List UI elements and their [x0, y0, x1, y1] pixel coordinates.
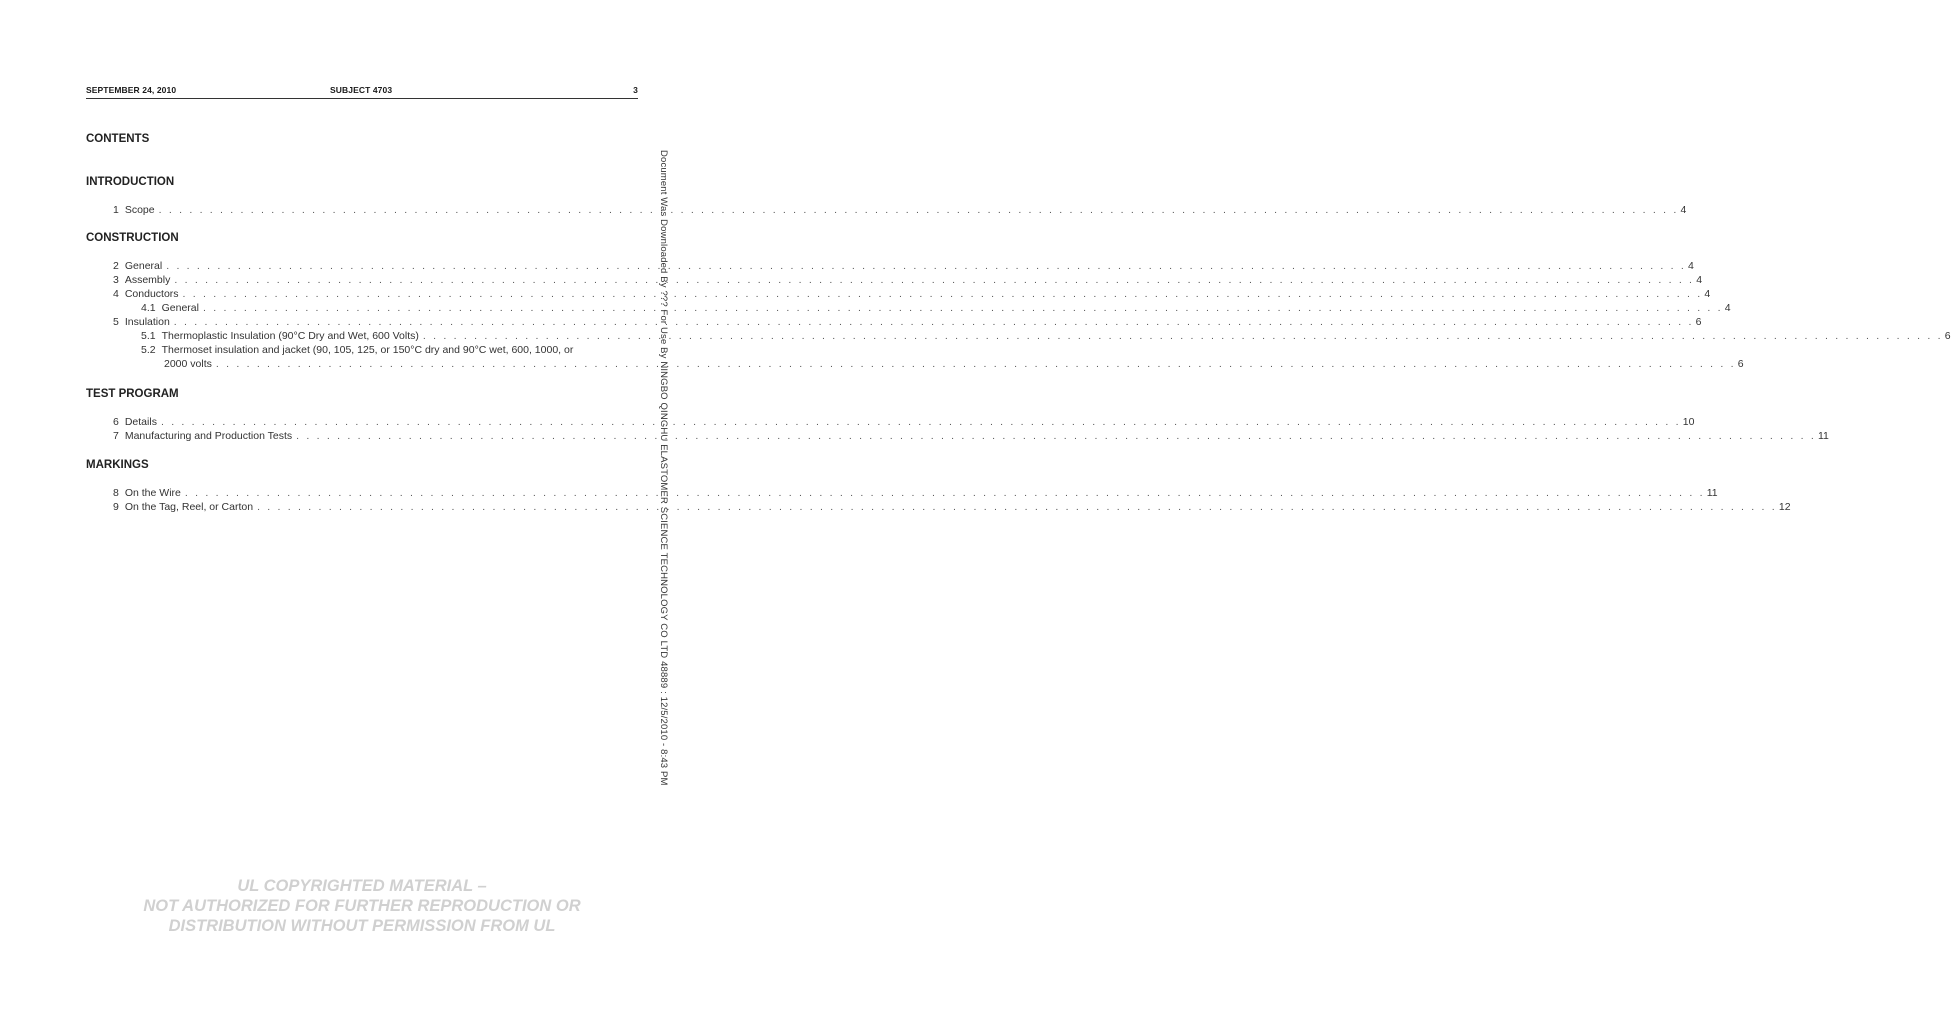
toc-leader-dots: . . . . . . . . . . . . . . . . . . . . . . . . . . . . . . . . . . . . . . . . . . . . . . . . . . . . . . . . . . . . . . . . . . . . . . . . . . . . . . . . . . . . . . . . . . . . . . . . . . . . . . . . . . . . . . . . . . . . . . . . . . . . . . . . . . . . . . . . . . . . . . . . . . . . . — [173, 316, 1694, 328]
toc-entry-page: 11 — [1706, 487, 1718, 499]
toc-entry-conductors[interactable] — [113, 288, 1711, 302]
header-rule — [86, 98, 638, 99]
toc-entry-on-the-tag[interactable] — [113, 501, 1791, 515]
toc-entry-number: 3 — [113, 274, 119, 286]
toc-entry-number: 5.1 — [141, 330, 156, 342]
header-date: SEPTEMBER 24, 2010 — [86, 85, 177, 95]
toc-entry-title: Thermoplastic Insulation (90°C Dry and Wet, 600 Volts) — [161, 330, 419, 342]
header-subject: SUBJECT 4703 — [330, 85, 393, 95]
toc-entry-title: General — [124, 260, 163, 272]
section-heading-markings: MARKINGS — [86, 459, 149, 471]
download-stamp — [657, 150, 671, 880]
toc-leader-dots: . . . . . . . . . . . . . . . . . . . . . . . . . . . . . . . . . . . . . . . . . . . . . . . . . . . . . . . . . . . . . . . . . . . . . . . . . . . . . . . . . . . . . . . . . . . . . . . . . . . . . . . . . . . . . . . . . . . . . . . . . . . . . . . . . . . . . . . . . . . . . . . . . . . . . — [182, 288, 1703, 300]
toc-leader-dots: . . . . . . . . . . . . . . . . . . . . . . . . . . . . . . . . . . . . . . . . . . . . . . . . . . . . . . . . . . . . . . . . . . . . . . . . . . . . . . . . . . . . . . . . . . . . . . . . . . . . . . . . . . . . . . . . . . . . . . . . . . . . . . . . . . . . . . . . . . . . . . . . . . . . . — [174, 274, 1695, 286]
toc-leader-dots: . . . . . . . . . . . . . . . . . . . . . . . . . . . . . . . . . . . . . . . . . . . . . . . . . . . . . . . . . . . . . . . . . . . . . . . . . . . . . . . . . . . . . . . . . . . . . . . . . . . . . . . . . . . . . . . . . . . . . . . . . . . . . . . . . . . . . . . . . . . . . . . . . . . . . — [202, 302, 1723, 314]
toc-leader-dots: . . . . . . . . . . . . . . . . . . . . . . . . . . . . . . . . . . . . . . . . . . . . . . . . . . . . . . . . . . . . . . . . . . . . . . . . . . . . . . . . . . . . . . . . . . . . . . . . . . . . . . . . . . . . . . . . . . . . . . . . . . . . . . . . . . . . . . . . . . . . . . . . . . . . . — [215, 358, 1736, 370]
toc-entry-title: On the Wire — [124, 487, 181, 499]
toc-entry-general[interactable] — [113, 260, 1694, 274]
toc-entry-thermoset-insulation-continued[interactable] — [164, 358, 1744, 372]
toc-leader-dots: . . . . . . . . . . . . . . . . . . . . . . . . . . . . . . . . . . . . . . . . . . . . . . . . . . . . . . . . . . . . . . . . . . . . . . . . . . . . . . . . . . . . . . . . . . . . . . . . . . . . . . . . . . . . . . . . . . . . . . . . . . . . . . . . . . . . . . . . . . . . . . . . . . . . . — [422, 330, 1943, 342]
watermark-line-1: UL COPYRIGHTED MATERIAL – — [237, 877, 487, 895]
toc-entry-number: 5 — [113, 316, 119, 328]
toc-entry-page: 4 — [1688, 260, 1694, 272]
toc-entry-number: 8 — [113, 487, 119, 499]
toc-entry-page: 11 — [1818, 430, 1829, 442]
section-heading-test-program: TEST PROGRAM — [86, 388, 179, 400]
toc-entry-page: 6 — [1944, 330, 1951, 342]
toc-entry-on-the-wire[interactable] — [113, 487, 1718, 501]
toc-entry-number: 7 — [113, 430, 119, 442]
toc-entry-number: 2 — [113, 260, 119, 272]
toc-entry-title: Assembly — [124, 274, 171, 286]
toc-entry-number: 4.1 — [141, 302, 156, 314]
toc-entry-number: 6 — [113, 416, 119, 428]
header-page-number: 3 — [633, 85, 638, 95]
toc-entry-page: 10 — [1682, 416, 1695, 428]
toc-entry-page: 6 — [1737, 358, 1744, 370]
toc-entry-title: Insulation — [124, 316, 170, 328]
toc-entry-scope[interactable] — [113, 204, 1687, 218]
watermark-line-3: DISTRIBUTION WITHOUT PERMISSION FROM UL — [168, 917, 556, 935]
toc-leader-dots: . . . . . . . . . . . . . . . . . . . . . . . . . . . . . . . . . . . . . . . . . . . . . . . . . . . . . . . . . . . . . . . . . . . . . . . . . . . . . . . . . . . . . . . . . . . . . . . . . . . . . . . . . . . . . . . . . . . . . . . . . . . . . . . . . . . . . . . . . . . . . . . . . . . . . — [166, 260, 1687, 272]
toc-entry-title: Scope — [124, 204, 155, 216]
toc-entry-page: 4 — [1724, 302, 1731, 314]
toc-entry-manufacturing-tests[interactable] — [113, 430, 1829, 444]
toc-entry-title: Conductors — [124, 288, 179, 300]
toc-entry-page: 6 — [1695, 316, 1702, 328]
toc-entry-title: Thermoset insulation and jacket (90, 105, 125, or 150°C dry and 90°C wet, 600, 1000, or — [161, 344, 574, 356]
toc-leader-dots: . . . . . . . . . . . . . . . . . . . . . . . . . . . . . . . . . . . . . . . . . . . . . . . . . . . . . . . . . . . . . . . . . . . . . . . . . . . . . . . . . . . . . . . . . . . . . . . . . . . . . . . . . . . . . . . . . . . . . . . . . . . . . . . . . . . . . . . . . . . . . . . . . . . . . — [184, 487, 1705, 499]
toc-entry-page: 4 — [1696, 274, 1703, 286]
toc-leader-dots: . . . . . . . . . . . . . . . . . . . . . . . . . . . . . . . . . . . . . . . . . . . . . . . . . . . . . . . . . . . . . . . . . . . . . . . . . . . . . . . . . . . . . . . . . . . . . . . . . . . . . . . . . . . . . . . . . . . . . . . . . . . . . . . . . . . . . . . . . . . . . . . . . . . . . — [160, 416, 1681, 428]
toc-entry-page: 4 — [1704, 288, 1711, 300]
toc-leader-dots: . . . . . . . . . . . . . . . . . . . . . . . . . . . . . . . . . . . . . . . . . . . . . . . . . . . . . . . . . . . . . . . . . . . . . . . . . . . . . . . . . . . . . . . . . . . . . . . . . . . . . . . . . . . . . . . . . . . . . . . . . . . . . . . . . . . . . . . . . . . . . . . . . . . . . — [257, 501, 1777, 513]
download-stamp-text: Document Was Downloaded By ??? For Use By NINGBO QINGHU ELASTOMER SCIENCE TECHNOLOGY CO LTD 48889 : 12/5/2010 - 8:43 PM — [658, 150, 669, 786]
watermark-line-2: NOT AUTHORIZED FOR FURTHER REPRODUCTION OR — [143, 897, 581, 915]
page-header — [86, 85, 638, 97]
toc-entry-conductors-general[interactable] — [141, 302, 1731, 316]
toc-entry-assembly[interactable] — [113, 274, 1703, 288]
toc-entry-title: On the Tag, Reel, or Carton — [124, 501, 254, 513]
section-heading-construction: CONSTRUCTION — [86, 232, 179, 244]
toc-entry-number: 9 — [113, 501, 119, 513]
section-heading-introduction: INTRODUCTION — [86, 176, 175, 188]
toc-entry-title: Details — [124, 416, 157, 428]
toc-entry-number: 1 — [113, 204, 119, 216]
toc-entry-details[interactable] — [113, 416, 1695, 430]
toc-entry-insulation[interactable] — [113, 316, 1702, 330]
toc-entry-page: 4 — [1680, 204, 1687, 216]
toc-entry-number: 4 — [113, 288, 119, 300]
toc-entry-continuation: 2000 volts — [164, 358, 212, 370]
toc-leader-dots: . . . . . . . . . . . . . . . . . . . . . . . . . . . . . . . . . . . . . . . . . . . . . . . . . . . . . . . . . . . . . . . . . . . . . . . . . . . . . . . . . . . . . . . . . . . . . . . . . . . . . . . . . . . . . . . . . . . . . . . . . . . . . . . . . . . . . . . . . . . . . . . . . . . . . — [158, 204, 1679, 216]
toc-entry-title: General — [161, 302, 199, 314]
toc-entry-number: 5.2 — [141, 344, 156, 356]
toc-leader-dots: . . . . . . . . . . . . . . . . . . . . . . . . . . . . . . . . . . . . . . . . . . . . . . . . . . . . . . . . . . . . . . . . . . . . . . . . . . . . . . . . . . . . . . . . . . . . . . . . . . . . . . . . . . . . . . . . . . . . . . . . . . . . . . . . . . . . . . . . . . . . . . . . . . . . . — [296, 430, 1816, 442]
toc-entry-page: 12 — [1778, 501, 1791, 513]
toc-entry-thermoplastic-insulation[interactable] — [141, 330, 1951, 344]
toc-entry-title: Manufacturing and Production Tests — [124, 430, 293, 442]
contents-title: CONTENTS — [86, 133, 150, 145]
toc-entry-thermoset-insulation[interactable] — [141, 344, 638, 358]
